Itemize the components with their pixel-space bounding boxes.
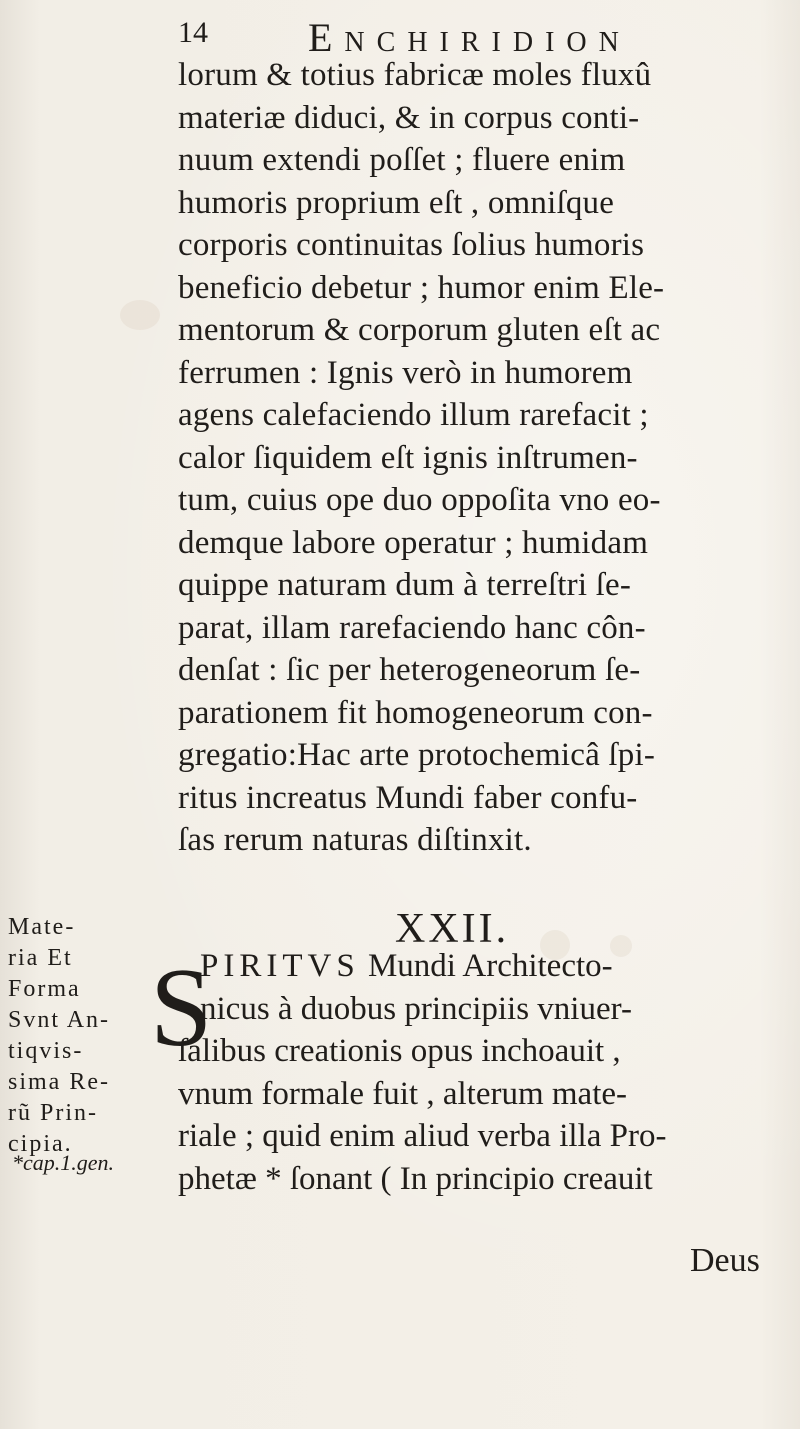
text-line: humoris proprium eſt , omniſque — [178, 184, 615, 221]
text-line: beneficio debetur ; humor enim Ele- — [178, 269, 665, 306]
text-line: ritus increatus Mundi faber confu- — [178, 779, 638, 816]
first-word: PIRITVS — [200, 948, 360, 984]
text-line: riale ; quid enim aliud verba illa Pro- — [178, 1118, 667, 1154]
drop-cap: S — [150, 946, 213, 1070]
marginal-line: Forma — [8, 976, 81, 1002]
text-line: nicus à duobus principiis vniuer- — [200, 990, 632, 1027]
text-line: corporis continuitas ſolius humoris — [178, 227, 645, 263]
marginal-note — [8, 912, 158, 1160]
text-line: tum, cuius ope duo oppoſita vno eo- — [178, 482, 661, 518]
marginal-line: rũ Prin- — [8, 1100, 98, 1126]
first-line-rest: Mundi Architecto- — [367, 948, 613, 984]
text-line: ferrumen : Ignis verò in humorem — [178, 354, 633, 391]
text-line: materiæ diduci, & in corpus conti- — [178, 99, 640, 136]
text-line: quippe naturam dum à terreſtri ſe- — [178, 567, 632, 603]
marginal-line: Mate- — [8, 914, 76, 940]
running-title: Enchiridion — [308, 15, 631, 60]
section-paragraph-start — [200, 945, 780, 1030]
text-line: nuum extendi poſſet ; fluere enim — [178, 142, 626, 178]
marginal-line: tiqvis- — [8, 1038, 84, 1064]
section-paragraph — [178, 1030, 778, 1200]
marginal-line: sima Re- — [8, 1069, 110, 1095]
text-line: parat, illam rarefaciendo hanc côn- — [178, 609, 646, 646]
main-paragraph — [178, 54, 774, 862]
text-line: parationem fit homogeneorum con- — [178, 694, 653, 731]
text-line: mentorum & corporum gluten eſt ac — [178, 312, 661, 348]
section-number: XXII. — [395, 906, 510, 952]
text-line: ſas rerum naturas diſtinxit. — [178, 822, 532, 858]
text-line: ſalibus creationis opus inchoauit , — [178, 1033, 621, 1069]
page-header — [178, 10, 738, 60]
text-line: vnum formale fuit , alterum mate- — [178, 1075, 628, 1112]
marginal-line: ria Et — [8, 945, 73, 971]
text-line: agens calefaciendo illum rarefacit ; — [178, 397, 649, 433]
marginal-line: Svnt An- — [8, 1007, 111, 1033]
marginal-line: cipia. — [8, 1131, 73, 1157]
text-line: demque labore operatur ; humidam — [178, 524, 649, 561]
text-line: gregatio:Hac arte protochemicâ ſpi- — [178, 737, 656, 773]
text-line: denſat : ſic per heterogeneorum ſe- — [178, 652, 641, 688]
paper-stain — [120, 300, 160, 330]
text-line: phetæ * ſonant ( In principio creauit — [178, 1160, 653, 1197]
catchword: Deus — [690, 1242, 760, 1279]
text-line: calor ſiquidem eſt ignis inſtrumen- — [178, 439, 638, 476]
text-line: lorum & totius fabricæ moles fluxû — [178, 57, 652, 93]
marginal-reference: *cap.1.gen. — [12, 1150, 115, 1175]
text-line-first — [200, 945, 780, 988]
page-number: 14 — [178, 16, 208, 49]
